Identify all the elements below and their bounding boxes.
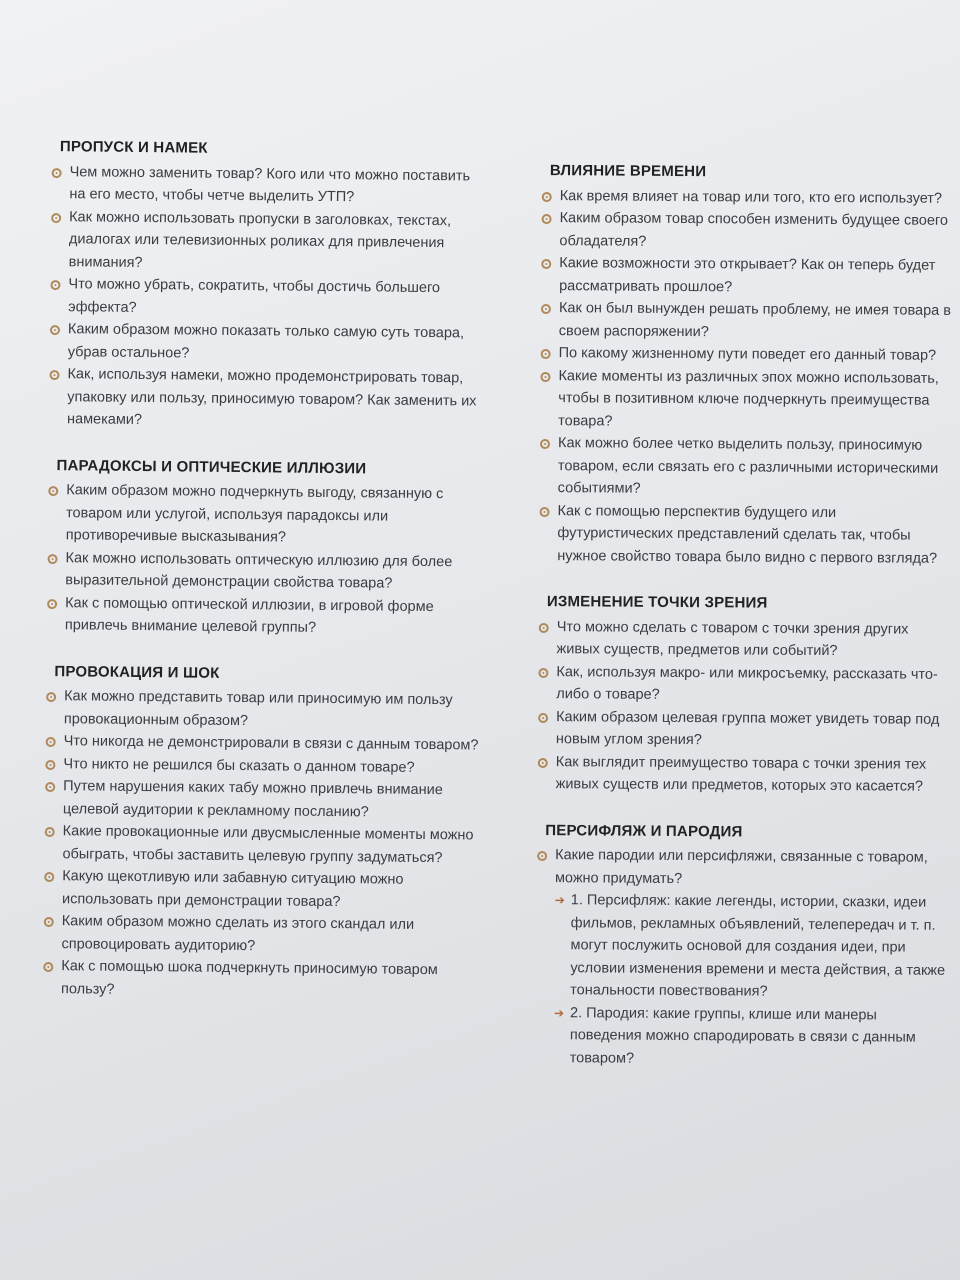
bullet-icon (538, 758, 548, 768)
section-persiflage-parody (532, 819, 954, 1071)
section-heading: ВЛИЯНИЕ ВРЕМЕНИ (549, 162, 707, 181)
list-item: Каким образом целевая группа может увидеть товар под новым углом зрения? (534, 705, 954, 753)
list-item: Какие пародии или персифляжи, связанные с товаром, можно придумать? (533, 844, 953, 892)
section-heading: ПАРАДОКСЫ И ОПТИЧЕСКИЕ ИЛЛЮЗИИ (56, 456, 367, 477)
list-item: Как можно использовать оптическую иллюзию для более выразительной демонстрации свойства товара? (43, 546, 485, 596)
list-item: По какому жизненному пути поведет его данный товар? (537, 342, 957, 367)
list-item: Как с помощью шока подчеркнуть приносимую товаром пользу? (39, 955, 481, 1005)
bullet-icon (44, 872, 54, 882)
section-omission-hint (45, 136, 490, 435)
bullet-icon (540, 507, 550, 517)
bullet-icon (46, 692, 56, 702)
bullet-icon (538, 713, 548, 723)
list-item: Как, используя макро- или микросъемку, рассказать что-либо о товаре? (534, 660, 954, 708)
list-item: Какую щекотливую или забавную ситуацию можно использовать при демонстрации товара? (40, 865, 482, 915)
bullet-icon (50, 325, 60, 335)
section-provocation-shock (39, 660, 485, 1004)
question-list (39, 685, 484, 1005)
list-item: Что никто не решился бы сказать о данном товаре? (41, 752, 483, 779)
bullet-icon (50, 280, 60, 290)
question-list (534, 615, 955, 798)
bullet-icon (48, 486, 58, 496)
bullet-icon (45, 760, 55, 770)
list-item: Что можно сделать с товаром с точки зрения других живых существ, предметов или событий? (535, 615, 955, 663)
list-item: Как, используя намеки, можно продемонстрировать товар, упаковку или пользу, приносимую товаром? Как заменить их намеками? (45, 363, 488, 435)
bullet-icon (49, 370, 59, 380)
section-time-influence (535, 160, 958, 570)
section-heading: ИЗМЕНЕНИЕ ТОЧКИ ЗРЕНИЯ (546, 593, 768, 612)
bullet-icon (47, 599, 57, 609)
list-item: Как выглядит преимущество товара с точки зрения тех живых существ или предметов, которых это касается? (534, 750, 954, 798)
question-list (535, 184, 958, 569)
question-list (533, 844, 953, 892)
list-item: Путем нарушения каких табу можно привлечь внимание целевой аудитории к рекламному посланию? (41, 775, 483, 825)
section-paradoxes-illusions (43, 454, 487, 641)
bullet-icon (542, 192, 552, 202)
list-item: Что никогда не демонстрировали в связи с данным товаром? (42, 730, 484, 757)
list-item: Как с помощью оптической иллюзии, в игровой форме привлечь внимание целевой группы? (43, 591, 485, 641)
section-heading: ПЕРСИФЛЯЖ И ПАРОДИЯ (545, 821, 743, 840)
list-item: Как он был вынужден решать проблему, не имея товара в своем распоряжении? (537, 297, 957, 345)
list-item: Каким образом можно показать только самую суть товара, убрав остальное? (46, 318, 488, 368)
section-heading: ПРОПУСК И НАМЕК (59, 138, 208, 157)
bullet-icon (44, 917, 54, 927)
list-item: Какие провокационные или двусмысленные моменты можно обыграть, чтобы заставить целевую группу задуматься? (40, 820, 482, 870)
bullet-icon (45, 827, 55, 837)
bullet-icon (537, 851, 547, 861)
sub-item-parody: ➔ 2. Пародия: какие группы, клише или манеры поведения можно спародировать в связи с данным товаром? (532, 1001, 952, 1071)
bullet-icon (538, 668, 548, 678)
list-item: Как можно представить товар или приносимую им пользу провокационным образом? (42, 685, 484, 735)
bullet-icon (540, 372, 550, 382)
sub-item-persiflage: ➔ 1. Персифляж: какие легенды, истории, сказки, идеи фильмов, рекламных объявлений, телепередач и т. п. могут послужить основой для создания идеи, при условии изменения времени и места действия, а также тональности повествования? (532, 889, 953, 1004)
bullet-icon (52, 168, 62, 178)
bullet-icon (51, 213, 61, 223)
list-item: Что можно убрать, сократить, чтобы достичь большего эффекта? (46, 273, 488, 323)
bullet-icon (43, 962, 53, 972)
arrow-right-icon: ➔ (553, 1005, 565, 1020)
list-item: Как можно более четко выделить пользу, приносимую товаром, если связать его с различными историческими событиями? (536, 432, 956, 502)
bullet-icon (541, 349, 551, 359)
list-item: Какие возможности это открывает? Как он теперь будет рассматривать прошлое? (537, 252, 957, 300)
question-list (45, 160, 490, 435)
question-list (43, 479, 487, 641)
list-item: Какие моменты из различных эпох можно использовать, чтобы в позитивном ключе подчеркнуть преимущества товара? (536, 364, 956, 434)
list-item: Каким образом товар способен изменить будущее своего обладателя? (537, 207, 957, 255)
left-column (39, 136, 490, 1029)
arrow-right-icon: ➔ (554, 893, 565, 908)
bullet-icon (45, 782, 55, 792)
list-item: Каким образом можно подчеркнуть выгоду, связанную с товаром или услугой, используя парадоксы или противоречивые высказывания? (44, 479, 487, 551)
right-column (531, 160, 958, 1096)
list-item: Как можно использовать пропуски в заголовках, текстах, диалогах или телевизионных роликах для привлечения внимания? (47, 205, 490, 277)
list-item: Чем можно заменить товар? Кого или что можно поставить на его место, чтобы четче выделить УТП? (47, 160, 489, 210)
bullet-icon (540, 439, 550, 449)
bullet-icon (541, 304, 551, 314)
section-point-of-view (534, 591, 955, 798)
bullet-icon (48, 554, 58, 564)
bullet-icon (539, 623, 549, 633)
list-item: Как время влияет на товар или того, кто его использует? (538, 184, 958, 209)
bullet-icon (46, 737, 56, 747)
bullet-icon (541, 259, 551, 269)
list-item: Как с помощью перспектив будущего или футуристических представлений сделать так, чтобы нужное свойство товара было видно с первого взгляда? (535, 499, 955, 569)
bullet-icon (542, 214, 552, 224)
list-item: Каким образом можно сделать из этого скандал или спровоцировать аудиторию? (39, 910, 481, 960)
section-heading: ПРОВОКАЦИЯ И ШОК (54, 662, 220, 682)
